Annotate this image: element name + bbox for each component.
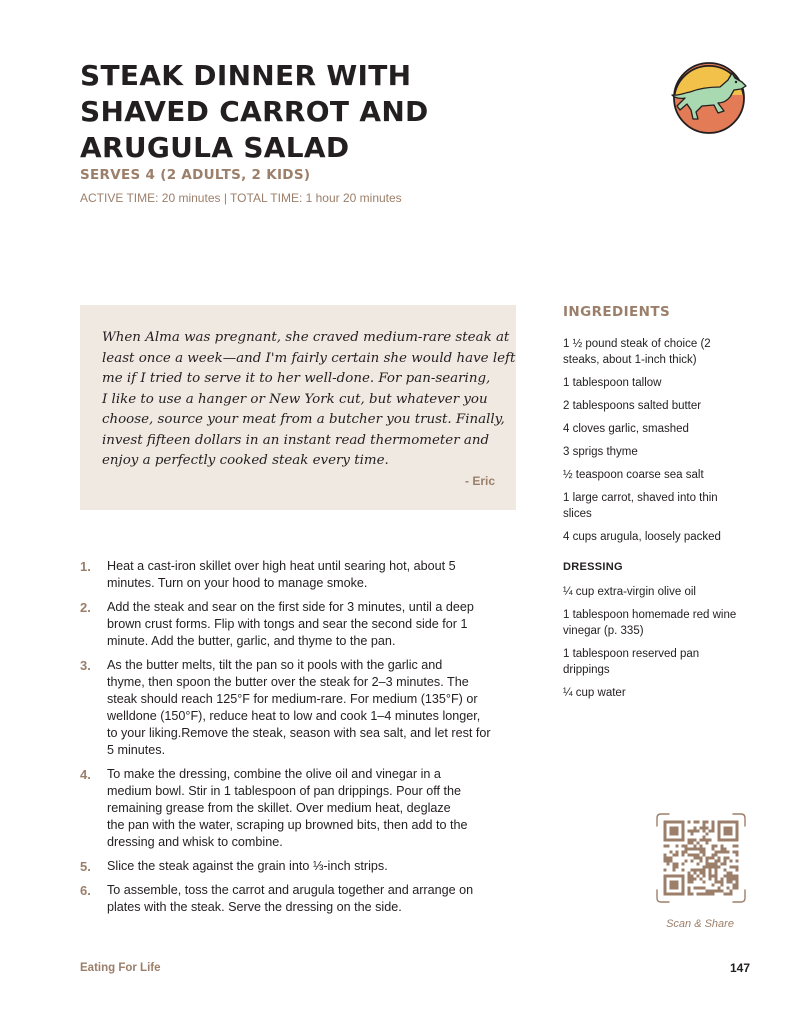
step-number: 6. (80, 883, 91, 898)
step-line: the pan with the water, scraping up browned bits, then add to the (107, 818, 468, 832)
quote-line: me if I tried to serve it to her well-done. For pan-searing, (102, 371, 491, 386)
ingredient-item (563, 490, 763, 522)
ingredient-item (563, 467, 763, 483)
ingredient-line: slices (563, 508, 592, 520)
step-item (80, 882, 520, 916)
step-line: To assemble, toss the carrot and arugula together and arrange on (107, 883, 474, 897)
ingredient-item (563, 421, 763, 437)
step-number: 5. (80, 859, 91, 874)
ingredient-line: 2 tablespoons salted butter (563, 400, 702, 412)
step-line: Heat a cast-iron skillet over high heat until searing hot, about 5 (107, 559, 456, 573)
ingredient-item (563, 529, 763, 545)
step-line: As the butter melts, tilt the pan so it pools with the garlic and (107, 658, 443, 672)
ingredient-line: ½ teaspoon coarse sea salt (563, 469, 704, 481)
quote-line: choose, source your meat from a butcher you trust. Finally, (102, 412, 505, 427)
step-item (80, 657, 520, 759)
ingredient-item (563, 444, 763, 460)
ingredient-line: 4 cups arugula, loosely packed (563, 531, 721, 543)
ingredients-list (563, 336, 763, 552)
ingredient-item (563, 336, 763, 368)
step-number: 1. (80, 559, 91, 574)
quote-line: I like to use a hanger or New York cut, but whatever you (102, 391, 488, 407)
ingredient-line: 1 tablespoon reserved pan (563, 648, 700, 660)
ingredient-line: 1 ½ pound steak of choice (2 (563, 338, 711, 350)
recipe-title-line: SHAVED CARROT AND (80, 95, 429, 128)
recipe-title (80, 58, 600, 166)
step-line: remaining grease from the skillet. Over medium heat, deglaze (107, 801, 451, 815)
step-number: 4. (80, 767, 91, 782)
step-line: Add the steak and sear on the first side for 3 minutes, until a deep (107, 600, 474, 614)
qr-code-pattern (664, 821, 739, 896)
ingredient-item (563, 646, 763, 678)
step-line: minute. Add the butter, garlic, and thyme to the pan. (107, 634, 396, 648)
step-line: brown crust forms. Flip with tongs and sear the second side for 1 (107, 617, 468, 631)
qr-code-icon[interactable] (655, 812, 747, 904)
ingredient-line: 3 sprigs thyme (563, 446, 638, 458)
step-text (107, 858, 520, 875)
quote-text (102, 328, 516, 472)
step-text (107, 558, 520, 592)
running-dog-sun-logo (668, 62, 750, 134)
ingredient-line: steaks, about 1-inch thick) (563, 354, 697, 366)
step-line: dressing and whisk to combine. (107, 835, 283, 849)
ingredient-item (563, 398, 763, 414)
ingredient-item (563, 375, 763, 391)
ingredient-item (563, 607, 763, 639)
step-line: welldone (150°F), reduce heat to low and cook 1–4 minutes longer, (107, 709, 481, 723)
qr-caption: Scan & Share (666, 918, 734, 930)
step-item (80, 599, 520, 650)
ingredient-line: drippings (563, 664, 610, 676)
instruction-steps (80, 558, 520, 923)
page-number: 147 (729, 961, 750, 975)
step-line: medium bowl. Stir in 1 tablespoon of pan drippings. Pour off the (107, 784, 462, 798)
ingredient-item (563, 685, 763, 701)
step-text (107, 882, 520, 916)
footer-book-title: Eating For Life (80, 962, 161, 974)
dressing-list (563, 584, 763, 708)
ingredient-line: ¼ cup water (563, 687, 626, 699)
ingredient-line: 1 tablespoon homemade red wine (563, 609, 737, 621)
recipe-title-line: ARUGULA SALAD (80, 131, 350, 164)
quote-line: invest fifteen dollars in an instant read thermometer and (102, 432, 490, 448)
step-line: steak should reach 125°F for medium-rare. For medium (135°F) or (107, 692, 478, 706)
ingredient-line: 1 tablespoon tallow (563, 377, 662, 389)
step-item (80, 766, 520, 851)
step-text (107, 599, 520, 650)
ingredient-line: 4 cloves garlic, smashed (563, 423, 689, 435)
step-line: plates with the steak. Serve the dressing on the side. (107, 900, 402, 914)
quote-line: least once a week—and I'm fairly certain she would have left (102, 350, 516, 366)
step-line: thyme, then spoon the butter over the steak for 2–3 minutes. The (107, 675, 469, 689)
ingredient-line: 1 large carrot, shaved into thin (563, 492, 718, 504)
step-line: Slice the steak against the grain into ⅓-inch strips. (107, 859, 388, 873)
ingredients-heading: INGREDIENTS (563, 304, 671, 320)
step-text (107, 766, 520, 851)
serves-info: SERVES 4 (2 ADULTS, 2 KIDS) (80, 167, 311, 183)
ingredient-line: ¼ cup extra-virgin olive oil (563, 586, 696, 598)
step-line: minutes. Turn on your hood to manage smoke. (107, 576, 368, 590)
step-text (107, 657, 520, 759)
ingredient-item (563, 584, 763, 600)
step-line: to your liking.Remove the steak, season with sea salt, and let rest for (107, 726, 491, 740)
ingredient-line: vinegar (p. 335) (563, 625, 644, 637)
step-item (80, 558, 520, 592)
step-item (80, 858, 520, 875)
step-line: To make the dressing, combine the olive oil and vinegar in a (107, 767, 441, 781)
quote-line: enjoy a perfectly cooked steak every time. (102, 453, 389, 468)
quote-author: - Eric (464, 474, 495, 488)
step-line: 5 minutes. (107, 743, 166, 757)
recipe-title-line: STEAK DINNER WITH (80, 59, 412, 92)
time-info: ACTIVE TIME: 20 minutes | TOTAL TIME: 1 hour 20 minutes (80, 191, 402, 205)
dressing-heading: DRESSING (563, 561, 623, 573)
step-number: 2. (80, 600, 91, 615)
quote-line: When Alma was pregnant, she craved medium-rare steak at (102, 330, 510, 345)
step-number: 3. (80, 658, 91, 673)
